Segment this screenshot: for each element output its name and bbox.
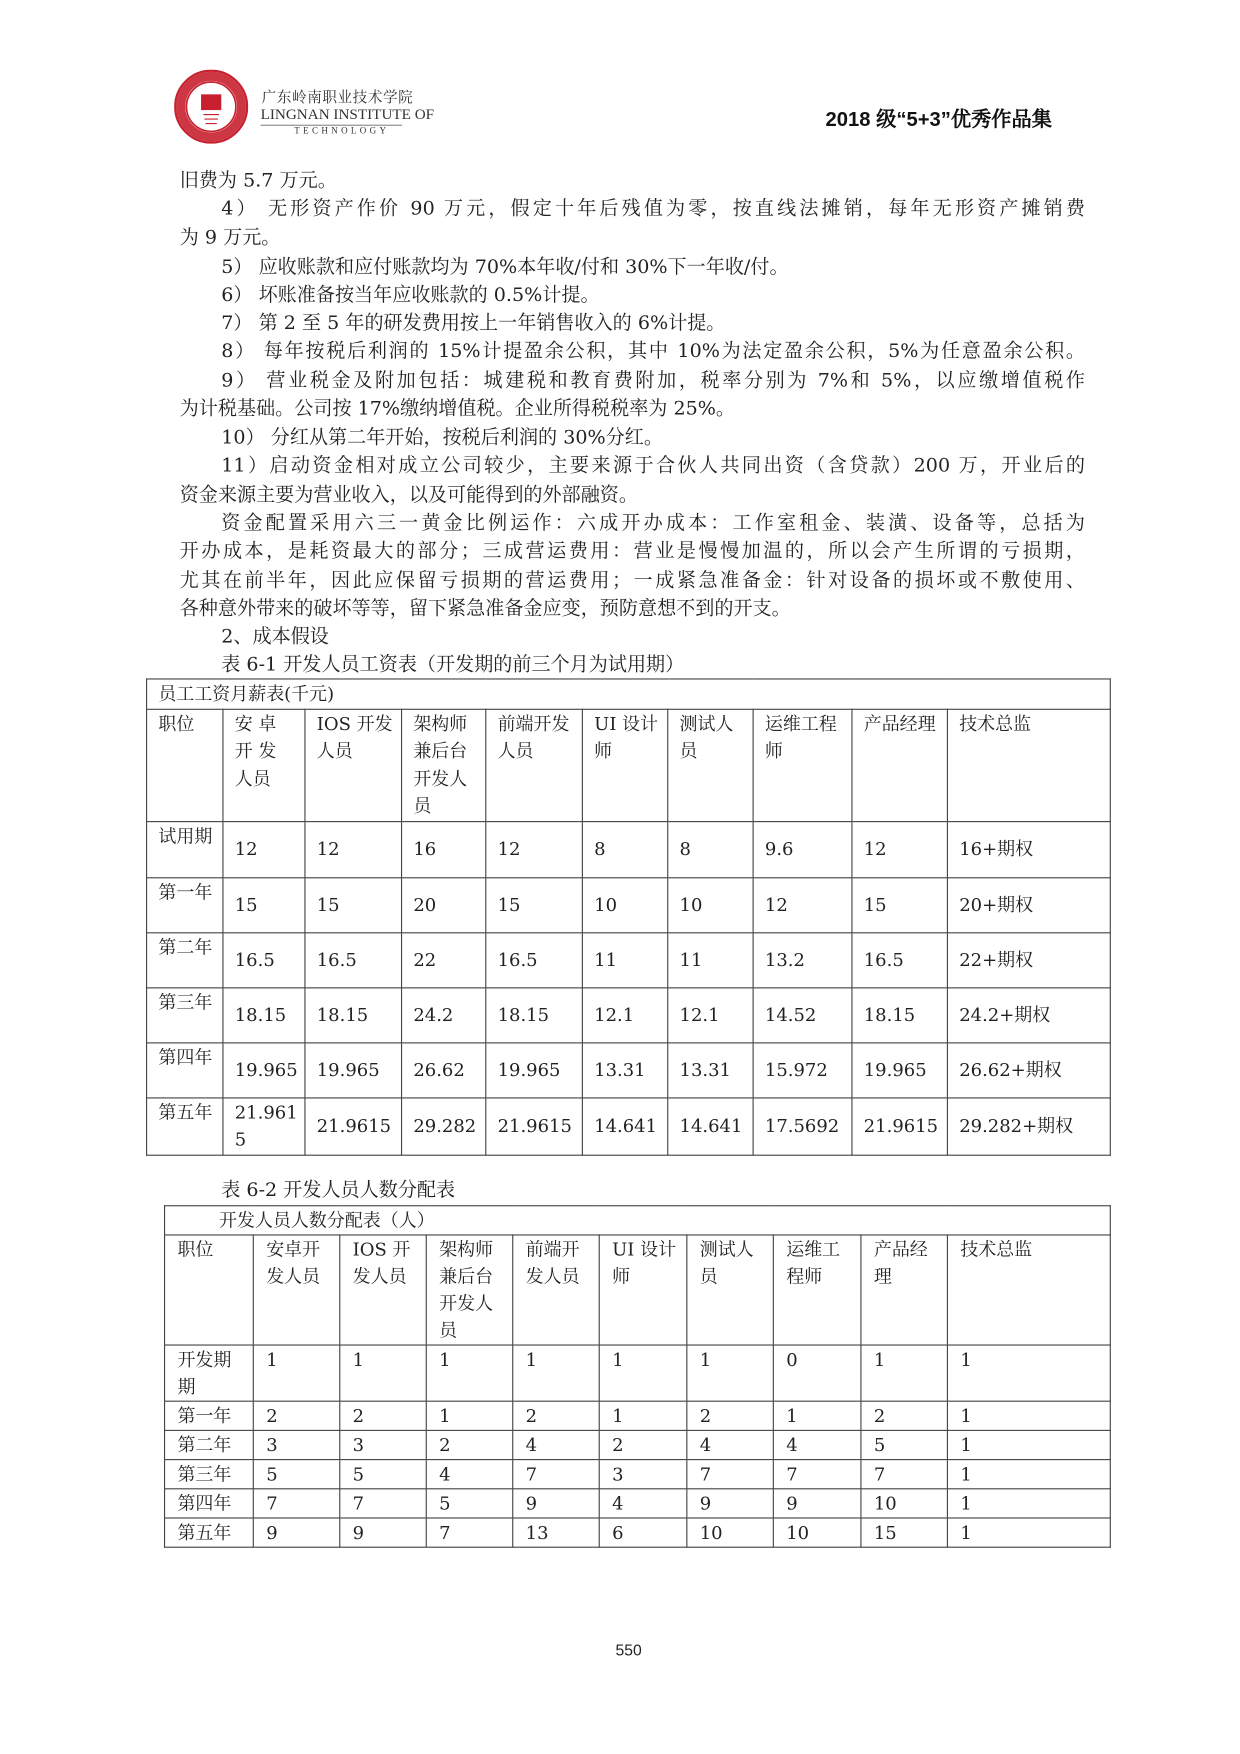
body-line: 8） 每年按税后利润的 15%计提盈余公积，其中 10%为法定盈余公积，5%为任意盈余公积。 bbox=[221, 340, 1086, 363]
column-header: 测试人员 bbox=[668, 709, 753, 821]
table-cell: 5 bbox=[253, 1460, 339, 1489]
table-cell: 16.5 bbox=[852, 932, 947, 987]
table-cell: 3 bbox=[253, 1430, 339, 1459]
table-cell: 26.62+期权 bbox=[947, 1042, 1110, 1097]
table-row bbox=[165, 1345, 1111, 1401]
row-label: 试用期 bbox=[147, 821, 223, 877]
table-cell: 7 bbox=[513, 1460, 599, 1489]
row-label: 第四年 bbox=[165, 1489, 254, 1518]
body-line: 10） 分红从第二年开始，按税后利润的 30%分红。 bbox=[221, 426, 663, 450]
column-header: UI 设计师 bbox=[599, 1235, 687, 1345]
table-cell: 4 bbox=[687, 1430, 773, 1459]
table-cell: 13.2 bbox=[753, 932, 852, 987]
row-label: 第二年 bbox=[147, 932, 223, 987]
column-header: 职位 bbox=[147, 709, 223, 821]
body-line: 4） 无形资产作价 90 万元，假定十年后残值为零，按直线法摊销，每年无形资产摊销费 bbox=[221, 197, 1086, 221]
table-cell: 1 bbox=[340, 1345, 426, 1401]
body-line: 资金来源主要为营业收入，以及可能得到的外部融资。 bbox=[179, 484, 638, 507]
table-cell: 3 bbox=[599, 1460, 687, 1489]
table-cell: 29.282 bbox=[402, 1097, 486, 1154]
column-header: 安卓开发人员 bbox=[253, 1235, 339, 1345]
institute-name-en: LINGNAN INSTITUTE OF bbox=[260, 105, 435, 123]
table-cell: 7 bbox=[253, 1489, 339, 1518]
table-cell: 19.965 bbox=[305, 1042, 402, 1097]
body-line: 5） 应收账款和应付账款均为 70%本年收/付和 30%下一年收/付。 bbox=[221, 256, 789, 279]
table-cell: 7 bbox=[340, 1489, 426, 1518]
table-cell: 18.15 bbox=[305, 987, 402, 1042]
table-cell: 19.965 bbox=[223, 1042, 305, 1097]
table-cell: 13 bbox=[513, 1518, 599, 1547]
table-row bbox=[147, 1042, 1111, 1097]
column-header: 产品经理 bbox=[861, 1235, 947, 1345]
table-cell: 4 bbox=[773, 1430, 861, 1459]
table-cell: 9 bbox=[513, 1489, 599, 1518]
table-cell: 6 bbox=[599, 1518, 687, 1547]
table-cell: 1 bbox=[947, 1518, 1110, 1547]
row-label: 第三年 bbox=[147, 987, 223, 1042]
table-cell: 10 bbox=[773, 1518, 861, 1547]
body-line: 为计税基础。公司按 17%缴纳增值税。企业所得税税率为 25%。 bbox=[179, 397, 736, 421]
table-cell: 21.9615 bbox=[852, 1097, 947, 1154]
table-cell: 1 bbox=[947, 1460, 1110, 1489]
column-header: 安 卓 开 发 人员 bbox=[223, 709, 305, 821]
table-cell: 10 bbox=[687, 1518, 773, 1547]
table-cell: 26.62 bbox=[402, 1042, 486, 1097]
table-cell: 14.641 bbox=[668, 1097, 753, 1154]
column-header: 职位 bbox=[165, 1235, 254, 1345]
table-cell: 9 bbox=[340, 1518, 426, 1547]
table-cell: 9.6 bbox=[753, 821, 852, 877]
table-cell: 17.5692 bbox=[753, 1097, 852, 1154]
table-row bbox=[165, 1430, 1111, 1459]
column-header: 前端开发人员 bbox=[513, 1235, 599, 1345]
table-cell: 1 bbox=[947, 1489, 1110, 1518]
table-cell: 8 bbox=[668, 821, 753, 877]
column-header: IOS 开发人员 bbox=[305, 709, 402, 821]
table-cell: 4 bbox=[426, 1460, 512, 1489]
body-line: 开办成本，是耗资最大的部分；三成营运费用：营业是慢慢加温的，所以会产生所谓的亏损期， bbox=[179, 540, 1086, 563]
table-cell: 1 bbox=[426, 1345, 512, 1401]
column-header: 运维工程师 bbox=[753, 709, 852, 821]
table-cell: 11 bbox=[668, 932, 753, 987]
body-line: 2、成本假设 bbox=[221, 625, 329, 649]
body-line: 7） 第 2 至 5 年的研发费用按上一年销售收入的 6%计提。 bbox=[221, 312, 726, 335]
table-cell: 5 bbox=[426, 1489, 512, 1518]
column-header: 技术总监 bbox=[947, 709, 1110, 821]
table-cell: 16.5 bbox=[486, 932, 583, 987]
table-cell: 1 bbox=[253, 1345, 339, 1401]
table-cell: 21.9615 bbox=[486, 1097, 583, 1154]
table-cell: 12.1 bbox=[582, 987, 667, 1042]
table-cell: 2 bbox=[687, 1401, 773, 1430]
table-title: 开发人员人数分配表（人） bbox=[165, 1206, 1111, 1235]
table-cell: 18.15 bbox=[223, 987, 305, 1042]
table-cell: 10 bbox=[668, 877, 753, 932]
table-cell: 15 bbox=[305, 877, 402, 932]
body-line: 旧费为 5.7 万元。 bbox=[179, 169, 337, 193]
table-cell: 11 bbox=[582, 932, 667, 987]
column-header: 架构师兼后台开发人员 bbox=[402, 709, 486, 821]
table-cell: 18.15 bbox=[486, 987, 583, 1042]
institute-name-en-2: TECHNOLOGY bbox=[294, 125, 390, 136]
table-cell: 15 bbox=[223, 877, 305, 932]
table-cell: 9 bbox=[253, 1518, 339, 1547]
table-cell: 21.9615 bbox=[305, 1097, 402, 1154]
table-cell: 9 bbox=[773, 1489, 861, 1518]
table-cell: 19.965 bbox=[852, 1042, 947, 1097]
table-cell: 1 bbox=[513, 1345, 599, 1401]
table-cell: 24.2 bbox=[402, 987, 486, 1042]
table-cell: 3 bbox=[340, 1430, 426, 1459]
column-header: IOS 开发人员 bbox=[340, 1235, 426, 1345]
table-header-row bbox=[147, 709, 1111, 821]
column-header: UI 设计师 bbox=[582, 709, 667, 821]
column-header: 前端开发人员 bbox=[486, 709, 583, 821]
table-cell: 13.31 bbox=[582, 1042, 667, 1097]
table2-caption: 表 6-2 开发人员人数分配表 bbox=[221, 1179, 456, 1202]
column-header: 测试人员 bbox=[687, 1235, 773, 1345]
table-cell: 21.9615 bbox=[223, 1097, 305, 1154]
column-header: 运维工程师 bbox=[773, 1235, 861, 1345]
table-cell: 29.282+期权 bbox=[947, 1097, 1110, 1154]
table-title: 员工工资月薪表(千元) bbox=[147, 679, 1111, 709]
table-cell: 7 bbox=[773, 1460, 861, 1489]
table-cell: 2 bbox=[513, 1401, 599, 1430]
table-cell: 22 bbox=[402, 932, 486, 987]
table-row bbox=[165, 1401, 1111, 1430]
body-line: 表 6-1 开发人员工资表（开发期的前三个月为试用期） bbox=[221, 653, 685, 677]
institute-name-cn: 广东岭南职业技术学院 bbox=[261, 89, 414, 107]
table-cell: 1 bbox=[947, 1430, 1110, 1459]
table-row bbox=[147, 932, 1111, 987]
row-label: 第四年 bbox=[147, 1042, 223, 1097]
table-cell: 0 bbox=[773, 1345, 861, 1401]
table-cell: 13.31 bbox=[668, 1042, 753, 1097]
row-label: 第五年 bbox=[165, 1518, 254, 1547]
header-title: 2018 级“5+3”优秀作品集 bbox=[825, 107, 1052, 131]
table-cell: 16+期权 bbox=[947, 821, 1110, 877]
column-header: 架构师兼后台开发人员 bbox=[426, 1235, 512, 1345]
table-row bbox=[147, 987, 1111, 1042]
body-line: 资金配置采用六三一黄金比例运作：六成开办成本：工作室租金、装潢、设备等，总括为 bbox=[221, 512, 1086, 535]
table-row bbox=[165, 1489, 1111, 1518]
table-cell: 1 bbox=[947, 1401, 1110, 1430]
body-line: 尤其在前半年，因此应保留亏损期的营运费用；一成紧急准备金：针对设备的损坏或不敷使用、 bbox=[179, 569, 1086, 592]
table-cell: 12 bbox=[305, 821, 402, 877]
page-number: 550 bbox=[615, 1640, 642, 1659]
table-cell: 15 bbox=[852, 877, 947, 932]
body-line: 11）启动资金相对成立公司较少，主要来源于合伙人共同出资（含贷款）200 万，开业后的 bbox=[221, 454, 1086, 478]
table-cell: 18.15 bbox=[852, 987, 947, 1042]
column-header: 技术总监 bbox=[947, 1235, 1110, 1345]
table-cell: 16.5 bbox=[223, 932, 305, 987]
row-label: 第一年 bbox=[147, 877, 223, 932]
institute-logo bbox=[174, 70, 248, 144]
body-line: 6） 坏账准备按当年应收账款的 0.5%计提。 bbox=[221, 284, 600, 307]
table-cell: 15 bbox=[861, 1518, 947, 1547]
table-cell: 12.1 bbox=[668, 987, 753, 1042]
body-line: 为 9 万元。 bbox=[179, 226, 281, 250]
table-cell: 15.972 bbox=[753, 1042, 852, 1097]
table-cell: 16.5 bbox=[305, 932, 402, 987]
table-cell: 20 bbox=[402, 877, 486, 932]
table-cell: 2 bbox=[253, 1401, 339, 1430]
table-cell: 22+期权 bbox=[947, 932, 1110, 987]
table-cell: 12 bbox=[753, 877, 852, 932]
table-cell: 14.641 bbox=[582, 1097, 667, 1154]
row-label: 第一年 bbox=[165, 1401, 254, 1430]
table-cell: 2 bbox=[340, 1401, 426, 1430]
table-cell: 12 bbox=[486, 821, 583, 877]
table-cell: 1 bbox=[687, 1345, 773, 1401]
table-cell: 12 bbox=[852, 821, 947, 877]
table-cell: 19.965 bbox=[486, 1042, 583, 1097]
table-cell: 5 bbox=[340, 1460, 426, 1489]
headcount-table bbox=[164, 1205, 1111, 1548]
table-cell: 10 bbox=[582, 877, 667, 932]
table-cell: 1 bbox=[599, 1401, 687, 1430]
table-cell: 7 bbox=[861, 1460, 947, 1489]
table-row bbox=[147, 1097, 1111, 1154]
table-cell: 9 bbox=[687, 1489, 773, 1518]
table-cell: 14.52 bbox=[753, 987, 852, 1042]
table-header-row bbox=[165, 1235, 1111, 1345]
table-cell: 12 bbox=[223, 821, 305, 877]
table-row bbox=[165, 1518, 1111, 1547]
table-cell: 1 bbox=[773, 1401, 861, 1430]
table-cell: 24.2+期权 bbox=[947, 987, 1110, 1042]
table-cell: 5 bbox=[861, 1430, 947, 1459]
table-row bbox=[165, 1460, 1111, 1489]
table-row bbox=[147, 877, 1111, 932]
table-cell: 7 bbox=[687, 1460, 773, 1489]
table-cell: 16 bbox=[402, 821, 486, 877]
body-line: 9） 营业税金及附加包括：城建税和教育费附加，税率分别为 7%和 5%，以应缴增值税作 bbox=[221, 369, 1086, 392]
row-label: 第三年 bbox=[165, 1460, 254, 1489]
table-row bbox=[147, 821, 1111, 877]
column-header: 产品经理 bbox=[852, 709, 947, 821]
table-cell: 2 bbox=[861, 1401, 947, 1430]
row-label: 第五年 bbox=[147, 1097, 223, 1154]
table-cell: 1 bbox=[861, 1345, 947, 1401]
body-line: 各种意外带来的破坏等等，留下紧急准备金应变，预防意想不到的开支。 bbox=[179, 597, 791, 621]
table-cell: 4 bbox=[513, 1430, 599, 1459]
table-cell: 8 bbox=[582, 821, 667, 877]
table-cell: 4 bbox=[599, 1489, 687, 1518]
table-cell: 1 bbox=[426, 1401, 512, 1430]
table-cell: 15 bbox=[486, 877, 583, 932]
table-cell: 2 bbox=[599, 1430, 687, 1459]
table-cell: 1 bbox=[947, 1345, 1110, 1401]
table-cell: 2 bbox=[426, 1430, 512, 1459]
row-label: 开发期期 bbox=[165, 1345, 254, 1401]
row-label: 第二年 bbox=[165, 1430, 254, 1459]
table-cell: 7 bbox=[426, 1518, 512, 1547]
table-cell: 10 bbox=[861, 1489, 947, 1518]
table-cell: 1 bbox=[599, 1345, 687, 1401]
table-cell: 20+期权 bbox=[947, 877, 1110, 932]
salary-table bbox=[146, 678, 1111, 1155]
